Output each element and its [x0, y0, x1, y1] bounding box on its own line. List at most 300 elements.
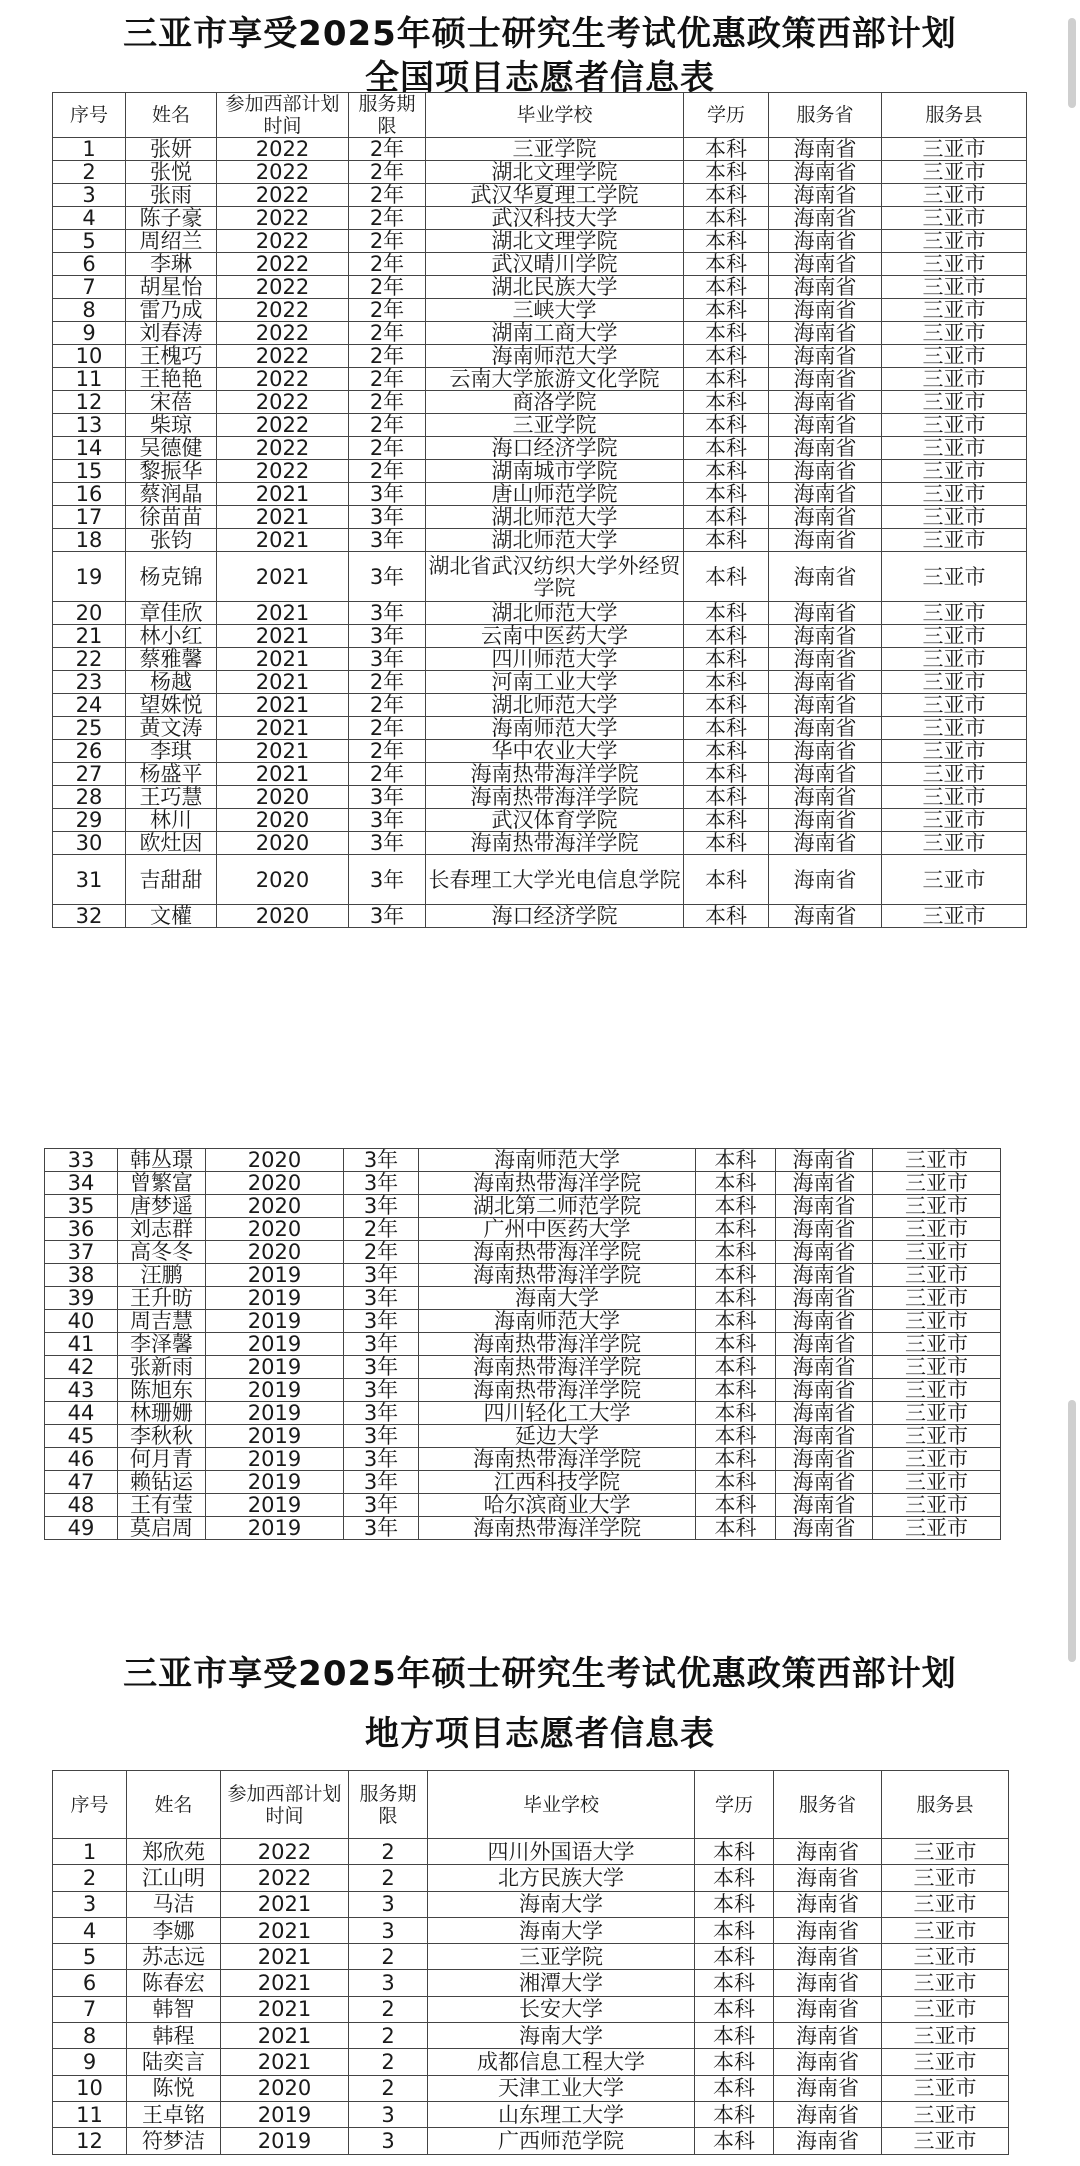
cell-county: 三亚市 [873, 1471, 1001, 1494]
cell-province: 海南省 [774, 2101, 882, 2127]
cell-term: 3年 [349, 832, 426, 855]
cell-province: 海南省 [776, 1149, 873, 1172]
cell-seq: 25 [53, 717, 126, 740]
cell-name: 刘春涛 [126, 322, 217, 345]
cell-degree: 本科 [684, 322, 769, 345]
cell-seq: 16 [53, 483, 126, 506]
cell-year: 2022 [217, 138, 349, 161]
cell-seq: 46 [45, 1448, 118, 1471]
cell-year: 2019 [206, 1264, 344, 1287]
cell-seq: 44 [45, 1402, 118, 1425]
cell-school: 北方民族大学 [428, 1865, 695, 1891]
cell-school: 海南师范大学 [426, 717, 684, 740]
cell-county: 三亚市 [882, 414, 1027, 437]
cell-year: 2020 [206, 1241, 344, 1264]
cell-seq: 39 [45, 1287, 118, 1310]
cell-year: 2021 [217, 602, 349, 625]
cell-county: 三亚市 [873, 1356, 1001, 1379]
cell-name: 文權 [126, 905, 217, 928]
cell-province: 海南省 [769, 276, 882, 299]
cell-degree: 本科 [684, 809, 769, 832]
table-row [53, 414, 1027, 437]
cell-school: 成都信息工程大学 [428, 2049, 695, 2075]
cell-year: 2020 [206, 1218, 344, 1241]
cell-county: 三亚市 [882, 905, 1027, 928]
cell-degree: 本科 [684, 460, 769, 483]
cell-seq: 13 [53, 414, 126, 437]
scrollbar-thumb-secondary[interactable] [1068, 1400, 1076, 1662]
header-degree: 学历 [684, 93, 769, 138]
cell-degree: 本科 [695, 1839, 774, 1865]
table-row [45, 1425, 1001, 1448]
cell-province: 海南省 [769, 763, 882, 786]
cell-province: 海南省 [769, 368, 882, 391]
cell-name: 江山明 [127, 1865, 221, 1891]
cell-county: 三亚市 [882, 276, 1027, 299]
table-row [45, 1494, 1001, 1517]
cell-county: 三亚市 [882, 2128, 1009, 2154]
cell-term: 3年 [344, 1287, 419, 1310]
local-title-line1: 三亚市享受2025年硕士研究生考试优惠政策西部计划 [123, 1654, 957, 1694]
cell-seq: 7 [53, 276, 126, 299]
table-row [53, 2075, 1009, 2101]
cell-degree: 本科 [684, 138, 769, 161]
cell-province: 海南省 [774, 1891, 882, 1917]
cell-seq: 23 [53, 671, 126, 694]
cell-year: 2020 [217, 809, 349, 832]
cell-province: 海南省 [769, 184, 882, 207]
cell-province: 海南省 [776, 1241, 873, 1264]
cell-county: 三亚市 [882, 1944, 1009, 1970]
cell-degree: 本科 [696, 1425, 776, 1448]
cell-term: 3年 [344, 1379, 419, 1402]
cell-year: 2022 [217, 391, 349, 414]
table-row [53, 276, 1027, 299]
cell-school: 海南热带海洋学院 [419, 1264, 696, 1287]
cell-province: 海南省 [774, 2075, 882, 2101]
cell-school: 湖南城市学院 [426, 460, 684, 483]
cell-seq: 31 [53, 855, 126, 905]
cell-county: 三亚市 [882, 1865, 1009, 1891]
cell-term: 2 [349, 1996, 428, 2022]
cell-school: 海南大学 [419, 1287, 696, 1310]
cell-school: 海南热带海洋学院 [419, 1241, 696, 1264]
cell-name: 胡星怡 [126, 276, 217, 299]
cell-county: 三亚市 [882, 437, 1027, 460]
cell-county: 三亚市 [873, 1287, 1001, 1310]
cell-year: 2021 [221, 1944, 349, 1970]
cell-degree: 本科 [696, 1356, 776, 1379]
cell-county: 三亚市 [882, 230, 1027, 253]
cell-county: 三亚市 [882, 506, 1027, 529]
cell-year: 2022 [217, 414, 349, 437]
cell-seq: 4 [53, 1917, 127, 1943]
header-county: 服务县 [882, 93, 1027, 138]
cell-degree: 本科 [695, 1970, 774, 1996]
cell-year: 2020 [217, 905, 349, 928]
cell-term: 3年 [344, 1425, 419, 1448]
cell-school: 海南大学 [428, 2023, 695, 2049]
table-row [53, 345, 1027, 368]
cell-term: 3年 [349, 483, 426, 506]
table-row [45, 1379, 1001, 1402]
cell-province: 海南省 [776, 1494, 873, 1517]
cell-term: 3 [349, 1917, 428, 1943]
cell-year: 2022 [217, 437, 349, 460]
cell-county: 三亚市 [882, 1891, 1009, 1917]
cell-province: 海南省 [769, 299, 882, 322]
cell-school: 湖北师范大学 [426, 529, 684, 552]
cell-name: 章佳欣 [126, 602, 217, 625]
cell-term: 3 [349, 2128, 428, 2154]
cell-school: 四川外国语大学 [428, 1839, 695, 1865]
table-row [53, 1996, 1009, 2022]
cell-seq: 1 [53, 1839, 127, 1865]
cell-province: 海南省 [769, 391, 882, 414]
cell-seq: 48 [45, 1494, 118, 1517]
cell-term: 2 [349, 1944, 428, 1970]
cell-school: 唐山师范学院 [426, 483, 684, 506]
cell-name: 李秋秋 [118, 1425, 206, 1448]
cell-seq: 11 [53, 2101, 127, 2127]
cell-year: 2022 [217, 299, 349, 322]
cell-name: 陈春宏 [127, 1970, 221, 1996]
cell-seq: 12 [53, 2128, 127, 2154]
cell-province: 海南省 [776, 1264, 873, 1287]
cell-year: 2019 [206, 1471, 344, 1494]
cell-year: 2021 [217, 740, 349, 763]
cell-year: 2021 [217, 671, 349, 694]
cell-seq: 5 [53, 230, 126, 253]
cell-seq: 14 [53, 437, 126, 460]
table-row [53, 161, 1027, 184]
cell-county: 三亚市 [882, 1970, 1009, 1996]
table-row [45, 1471, 1001, 1494]
cell-term: 3 [349, 1891, 428, 1917]
cell-term: 2 [349, 2075, 428, 2101]
cell-county: 三亚市 [882, 832, 1027, 855]
cell-year: 2021 [221, 1917, 349, 1943]
national-volunteer-table-continued [44, 1148, 1001, 1540]
cell-name: 宋蓓 [126, 391, 217, 414]
cell-year: 2019 [206, 1517, 344, 1540]
cell-seq: 6 [53, 1970, 127, 1996]
cell-name: 欧灶因 [126, 832, 217, 855]
cell-school: 海南热带海洋学院 [419, 1448, 696, 1471]
cell-province: 海南省 [776, 1218, 873, 1241]
cell-county: 三亚市 [882, 694, 1027, 717]
cell-degree: 本科 [695, 1891, 774, 1917]
cell-degree: 本科 [696, 1195, 776, 1218]
cell-name: 莫启周 [118, 1517, 206, 1540]
table-row [45, 1264, 1001, 1287]
cell-province: 海南省 [769, 832, 882, 855]
cell-county: 三亚市 [882, 2023, 1009, 2049]
table-row [53, 905, 1027, 928]
cell-term: 2年 [349, 694, 426, 717]
table-row [53, 207, 1027, 230]
cell-seq: 9 [53, 322, 126, 345]
cell-term: 2年 [349, 184, 426, 207]
cell-seq: 47 [45, 1471, 118, 1494]
cell-school: 云南中医药大学 [426, 625, 684, 648]
cell-county: 三亚市 [882, 552, 1027, 602]
cell-term: 3年 [344, 1494, 419, 1517]
cell-year: 2021 [221, 1891, 349, 1917]
cell-county: 三亚市 [882, 299, 1027, 322]
cell-term: 2年 [349, 138, 426, 161]
cell-year: 2020 [217, 855, 349, 905]
cell-degree: 本科 [696, 1264, 776, 1287]
table-row [53, 1944, 1009, 1970]
cell-seq: 29 [53, 809, 126, 832]
table-row [53, 460, 1027, 483]
cell-degree: 本科 [695, 1865, 774, 1891]
cell-degree: 本科 [684, 905, 769, 928]
cell-year: 2022 [217, 161, 349, 184]
cell-province: 海南省 [769, 694, 882, 717]
cell-school: 海南师范大学 [426, 345, 684, 368]
table-row [53, 253, 1027, 276]
cell-degree: 本科 [684, 184, 769, 207]
table-row [53, 299, 1027, 322]
cell-degree: 本科 [696, 1241, 776, 1264]
cell-term: 3年 [349, 602, 426, 625]
cell-seq: 27 [53, 763, 126, 786]
cell-school: 武汉体育学院 [426, 809, 684, 832]
cell-county: 三亚市 [882, 322, 1027, 345]
header-province: 服务省 [774, 1771, 882, 1839]
cell-county: 三亚市 [882, 602, 1027, 625]
cell-name: 蔡雅馨 [126, 648, 217, 671]
cell-school: 四川轻化工大学 [419, 1402, 696, 1425]
cell-year: 2019 [206, 1425, 344, 1448]
cell-seq: 36 [45, 1218, 118, 1241]
cell-year: 2019 [206, 1310, 344, 1333]
cell-seq: 3 [53, 184, 126, 207]
cell-province: 海南省 [769, 345, 882, 368]
table-row [53, 740, 1027, 763]
cell-term: 2年 [349, 207, 426, 230]
cell-province: 海南省 [769, 552, 882, 602]
cell-school: 海南热带海洋学院 [426, 763, 684, 786]
cell-term: 2年 [349, 368, 426, 391]
national-title-line1: 三亚市享受2025年硕士研究生考试优惠政策西部计划 [123, 14, 957, 54]
cell-term: 3年 [349, 625, 426, 648]
table-row [53, 391, 1027, 414]
cell-county: 三亚市 [882, 786, 1027, 809]
cell-name: 林珊姗 [118, 1402, 206, 1425]
cell-county: 三亚市 [882, 391, 1027, 414]
national-title-line2: 全国项目志愿者信息表 [365, 58, 715, 98]
cell-seq: 19 [53, 552, 126, 602]
cell-degree: 本科 [684, 230, 769, 253]
cell-year: 2021 [221, 2023, 349, 2049]
cell-province: 海南省 [776, 1425, 873, 1448]
cell-degree: 本科 [684, 694, 769, 717]
cell-year: 2019 [206, 1333, 344, 1356]
cell-school: 武汉科技大学 [426, 207, 684, 230]
cell-term: 3 [349, 2101, 428, 2127]
table-row [53, 763, 1027, 786]
cell-name: 刘志群 [118, 1218, 206, 1241]
cell-term: 3年 [344, 1356, 419, 1379]
cell-school: 湖北文理学院 [426, 161, 684, 184]
local-title-line2: 地方项目志愿者信息表 [365, 1714, 715, 1754]
cell-province: 海南省 [776, 1448, 873, 1471]
cell-term: 3年 [344, 1264, 419, 1287]
cell-school: 天津工业大学 [428, 2075, 695, 2101]
cell-county: 三亚市 [873, 1448, 1001, 1471]
cell-seq: 49 [45, 1517, 118, 1540]
cell-year: 2021 [217, 694, 349, 717]
cell-school: 湖北文理学院 [426, 230, 684, 253]
cell-term: 3年 [344, 1402, 419, 1425]
cell-name: 张妍 [126, 138, 217, 161]
cell-year: 2019 [206, 1379, 344, 1402]
cell-province: 海南省 [769, 322, 882, 345]
cell-term: 2年 [349, 345, 426, 368]
table-row [53, 322, 1027, 345]
cell-county: 三亚市 [873, 1494, 1001, 1517]
cell-year: 2022 [217, 460, 349, 483]
cell-name: 陈悦 [127, 2075, 221, 2101]
cell-degree: 本科 [696, 1172, 776, 1195]
table-row [53, 1839, 1009, 1865]
cell-county: 三亚市 [882, 161, 1027, 184]
cell-province: 海南省 [774, 1865, 882, 1891]
cell-province: 海南省 [769, 460, 882, 483]
header-school: 毕业学校 [428, 1771, 695, 1839]
cell-term: 3年 [349, 786, 426, 809]
cell-school: 三亚学院 [426, 138, 684, 161]
cell-degree: 本科 [696, 1149, 776, 1172]
scrollbar-thumb[interactable] [1068, 18, 1076, 108]
cell-seq: 22 [53, 648, 126, 671]
cell-term: 2 [349, 1839, 428, 1865]
header-school: 毕业学校 [426, 93, 684, 138]
cell-seq: 38 [45, 1264, 118, 1287]
cell-seq: 37 [45, 1241, 118, 1264]
cell-school: 海口经济学院 [426, 905, 684, 928]
cell-term: 3年 [344, 1195, 419, 1218]
cell-name: 王槐巧 [126, 345, 217, 368]
table-row [53, 809, 1027, 832]
cell-term: 2年 [349, 460, 426, 483]
cell-school: 海南热带海洋学院 [419, 1172, 696, 1195]
cell-name: 杨盛平 [126, 763, 217, 786]
cell-county: 三亚市 [873, 1218, 1001, 1241]
cell-province: 海南省 [774, 1996, 882, 2022]
cell-year: 2021 [217, 648, 349, 671]
cell-term: 2年 [349, 230, 426, 253]
cell-school: 海南师范大学 [419, 1149, 696, 1172]
cell-county: 三亚市 [882, 2075, 1009, 2101]
table-row [53, 717, 1027, 740]
cell-school: 湖北师范大学 [426, 602, 684, 625]
cell-degree: 本科 [696, 1333, 776, 1356]
cell-province: 海南省 [769, 905, 882, 928]
cell-year: 2020 [221, 2075, 349, 2101]
table-row [45, 1195, 1001, 1218]
cell-year: 2022 [217, 207, 349, 230]
cell-county: 三亚市 [873, 1402, 1001, 1425]
header-name: 姓名 [126, 93, 217, 138]
cell-name: 陈旭东 [118, 1379, 206, 1402]
cell-county: 三亚市 [882, 671, 1027, 694]
national-volunteer-table [52, 92, 1027, 928]
cell-degree: 本科 [684, 763, 769, 786]
cell-province: 海南省 [776, 1356, 873, 1379]
cell-term: 2年 [349, 299, 426, 322]
cell-name: 吴德健 [126, 437, 217, 460]
cell-school: 湖北省武汉纺织大学外经贸学院 [426, 552, 684, 602]
cell-degree: 本科 [684, 253, 769, 276]
cell-year: 2020 [206, 1195, 344, 1218]
cell-degree: 本科 [684, 717, 769, 740]
cell-degree: 本科 [695, 1996, 774, 2022]
cell-term: 3年 [349, 529, 426, 552]
cell-county: 三亚市 [873, 1333, 1001, 1356]
cell-term: 2年 [349, 437, 426, 460]
cell-seq: 10 [53, 2075, 127, 2101]
cell-county: 三亚市 [873, 1264, 1001, 1287]
cell-seq: 8 [53, 2023, 127, 2049]
cell-name: 张悦 [126, 161, 217, 184]
table-row [45, 1310, 1001, 1333]
cell-name: 符梦洁 [127, 2128, 221, 2154]
cell-year: 2022 [217, 253, 349, 276]
cell-degree: 本科 [684, 414, 769, 437]
cell-province: 海南省 [776, 1471, 873, 1494]
table-row [45, 1287, 1001, 1310]
cell-seq: 20 [53, 602, 126, 625]
cell-seq: 42 [45, 1356, 118, 1379]
cell-degree: 本科 [695, 2023, 774, 2049]
cell-name: 杨越 [126, 671, 217, 694]
cell-seq: 35 [45, 1195, 118, 1218]
cell-seq: 8 [53, 299, 126, 322]
cell-term: 3年 [349, 506, 426, 529]
header-province: 服务省 [769, 93, 882, 138]
table-row [45, 1402, 1001, 1425]
cell-name: 曾繁富 [118, 1172, 206, 1195]
cell-province: 海南省 [769, 414, 882, 437]
cell-school: 海南热带海洋学院 [419, 1333, 696, 1356]
cell-year: 2020 [206, 1149, 344, 1172]
cell-name: 陆奕言 [127, 2049, 221, 2075]
cell-year: 2019 [206, 1402, 344, 1425]
cell-county: 三亚市 [882, 740, 1027, 763]
cell-name: 何月青 [118, 1448, 206, 1471]
cell-degree: 本科 [684, 855, 769, 905]
cell-degree: 本科 [684, 740, 769, 763]
cell-year: 2020 [217, 832, 349, 855]
cell-year: 2022 [217, 345, 349, 368]
cell-degree: 本科 [695, 2101, 774, 2127]
cell-degree: 本科 [695, 1944, 774, 1970]
cell-term: 3年 [349, 648, 426, 671]
cell-school: 华中农业大学 [426, 740, 684, 763]
table-row [53, 529, 1027, 552]
cell-name: 郑欣苑 [127, 1839, 221, 1865]
cell-term: 2年 [349, 763, 426, 786]
cell-name: 望姝悦 [126, 694, 217, 717]
cell-province: 海南省 [769, 437, 882, 460]
cell-name: 张钧 [126, 529, 217, 552]
cell-county: 三亚市 [882, 253, 1027, 276]
cell-term: 2年 [349, 161, 426, 184]
